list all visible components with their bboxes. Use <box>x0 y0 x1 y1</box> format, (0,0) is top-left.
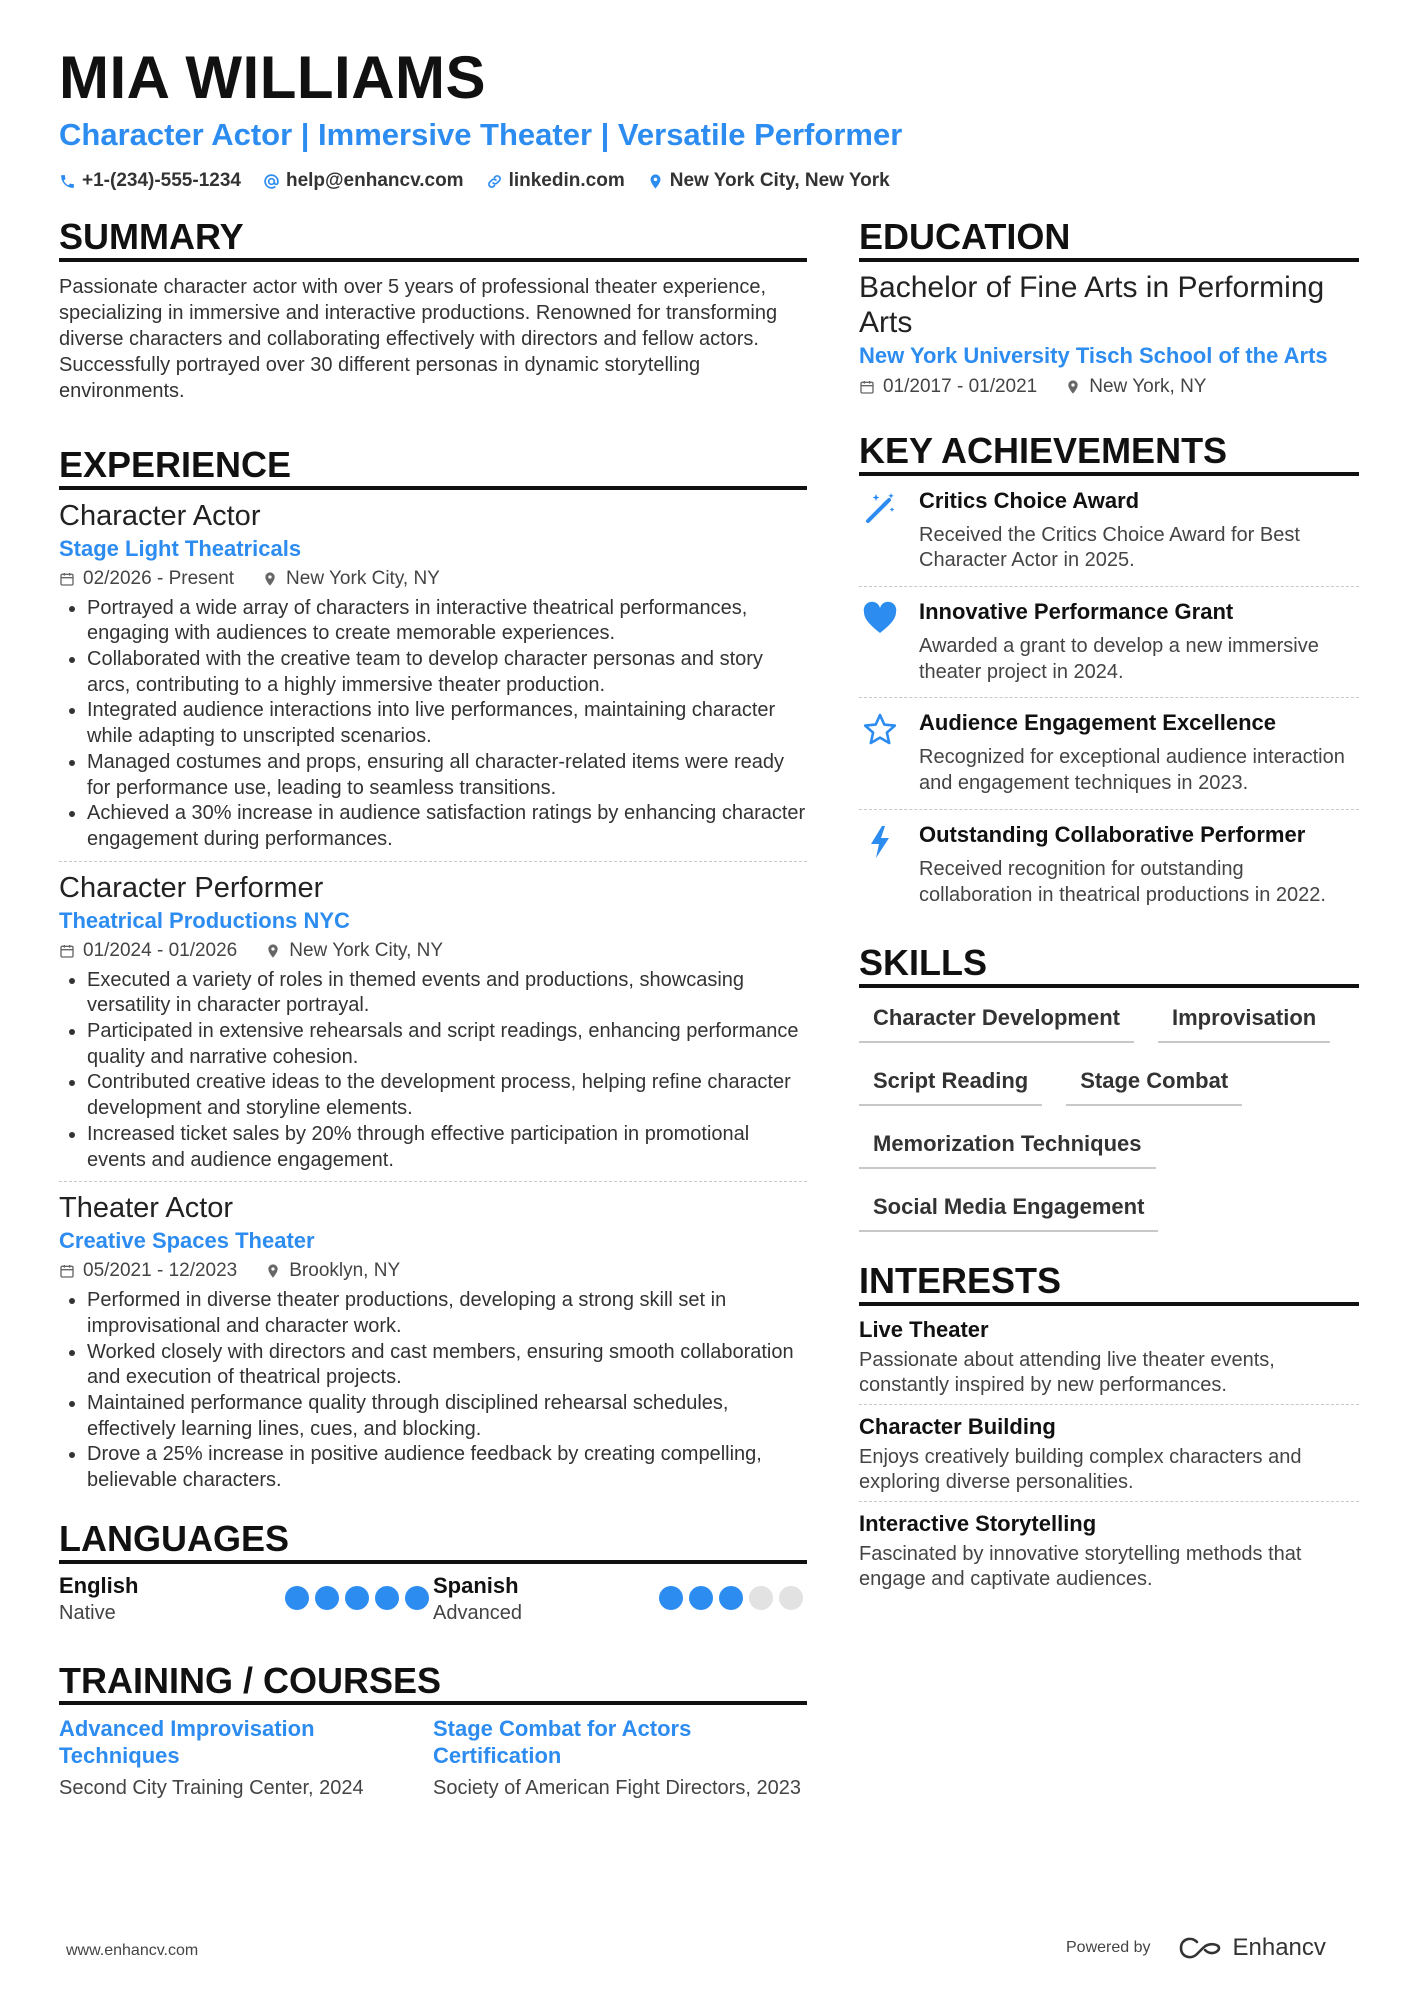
job-meta <box>59 936 807 966</box>
rating-dot-filled <box>659 1586 683 1610</box>
email-text: help@enhancv.com <box>285 170 464 191</box>
location-text: New York City, New York <box>669 170 890 191</box>
achievement-item <box>859 698 1359 809</box>
job-company: Creative Spaces Theater <box>59 1228 315 1254</box>
language-name: Spanish <box>433 1572 519 1598</box>
job-bullet: • Increased ticket sales by 20% through effective participation in promotional events and audience engagement. <box>87 1122 807 1173</box>
rating-dot-filled <box>689 1586 713 1610</box>
job-dates: 01/2024 - 01/2026 <box>83 939 238 961</box>
job-title: Theater Actor <box>59 1192 234 1225</box>
job-entry <box>59 498 807 862</box>
training-section <box>59 1659 807 1802</box>
job-entry <box>59 870 807 1183</box>
rating-dot-filled <box>719 1586 743 1610</box>
job-company: Stage Light Theatricals <box>59 535 302 561</box>
achievement-desc: Awarded a grant to develop a new immersive theater project in 2024. <box>919 635 1319 683</box>
location-pin-icon <box>647 173 664 190</box>
brand-name: Enhancv <box>1232 1934 1326 1961</box>
achievements-section <box>859 429 1359 920</box>
skill-tag: Script Reading <box>859 1059 1042 1106</box>
languages-grid <box>59 1572 807 1626</box>
job-bullet: • Participated in extensive rehearsals and script readings, enhancing performance quality and narrative cohesion. <box>87 1019 807 1070</box>
language-level: Native <box>59 1601 116 1624</box>
job-company: Theatrical Productions NYC <box>59 907 350 933</box>
language-rating <box>659 1572 803 1610</box>
language-rating <box>285 1572 429 1610</box>
enhancv-logo-icon <box>1177 1936 1223 1960</box>
achievement-title: Critics Choice Award <box>919 487 1140 513</box>
rating-dot-filled <box>345 1586 369 1610</box>
rating-dot-filled <box>285 1586 309 1610</box>
rating-dot-filled <box>315 1586 339 1610</box>
job-bullet: • Collaborated with the creative team to develop character personas and story arcs, contributing to a highly immersive theater production. <box>87 647 807 698</box>
at-icon <box>263 173 280 190</box>
star-icon <box>862 712 898 748</box>
location-pin-icon <box>265 943 281 959</box>
lightning-icon <box>862 824 898 860</box>
job-bullet: • Contributed creative ideas to the development process, helping refine character development and storyline elements. <box>87 1070 807 1121</box>
link-icon <box>486 173 503 190</box>
achievement-desc: Received the Critics Choice Award for Best Character Actor in 2025. <box>919 523 1300 572</box>
calendar-icon <box>859 379 875 395</box>
footer-website[interactable]: www.enhancv.com <box>66 1942 199 1959</box>
skill-tag: Stage Combat <box>1066 1059 1242 1106</box>
job-location: New York City, NY <box>286 567 440 589</box>
location-pin-icon <box>1065 379 1081 395</box>
education-heading: EDUCATION <box>859 218 1359 262</box>
job-bullet: • Portrayed a wide array of characters in interactive theatrical performances, engaging with audiences to create memorable experiences. <box>87 596 807 647</box>
contact-linkedin[interactable] <box>486 170 625 192</box>
achievement-item <box>859 476 1359 587</box>
candidate-name: MIA WILLIAMS <box>59 44 487 111</box>
achievement-title: Innovative Performance Grant <box>919 599 1234 624</box>
right-column <box>859 218 1359 1598</box>
achievement-title: Outstanding Collaborative Performer <box>919 821 1306 847</box>
edu-school: New York University Tisch School of the Arts <box>859 342 1328 368</box>
job-bullet: • Maintained performance quality through disciplined rehearsal schedules, effectively learning lines, cues, and blocking. <box>87 1391 807 1442</box>
edu-dates: 01/2017 - 01/2021 <box>883 375 1038 397</box>
job-title: Character Performer <box>59 871 324 904</box>
interest-desc: Fascinated by innovative storytelling methods that engage and captivate audiences. <box>859 1542 1302 1590</box>
phone-icon <box>59 173 76 190</box>
languages-section <box>59 1517 807 1626</box>
location-pin-icon <box>262 571 278 587</box>
contact-phone[interactable] <box>59 170 241 192</box>
language-item <box>433 1572 807 1626</box>
achievement-desc: Recognized for exceptional audience interaction and engagement techniques in 2023. <box>919 746 1345 795</box>
training-heading: TRAINING / COURSES <box>59 1662 807 1706</box>
rating-dot-empty <box>749 1586 773 1610</box>
job-location: New York City, NY <box>289 939 444 961</box>
job-bullet: • Managed costumes and props, ensuring all character-related items were ready for performance use, leading to seamless transitions. <box>87 750 807 801</box>
job-bullets <box>59 968 807 1174</box>
course-name: Stage Combat for Actors Certification <box>433 1716 692 1769</box>
contact-location <box>647 170 890 192</box>
job-dates: 02/2026 - Present <box>83 567 235 589</box>
achievement-desc: Received recognition for outstanding collaboration in theatrical productions in 2022. <box>919 857 1326 906</box>
phone-text: +1-(234)-555-1234 <box>82 170 241 191</box>
interest-title: Interactive Storytelling <box>859 1510 1097 1536</box>
job-bullet: • Executed a variety of roles in themed events and productions, showcasing versatility in character portrayal. <box>87 968 807 1019</box>
course-name: Advanced Improvisation Techniques <box>59 1716 315 1769</box>
rating-dot-empty <box>779 1586 803 1610</box>
job-location: Brooklyn, NY <box>289 1260 401 1282</box>
linkedin-text: linkedin.com <box>508 170 625 191</box>
job-meta <box>59 564 807 594</box>
language-name: English <box>59 1572 139 1598</box>
achievement-title: Audience Engagement Excellence <box>919 710 1277 736</box>
edu-location: New York, NY <box>1089 375 1207 397</box>
interests-heading: INTERESTS <box>859 1262 1359 1306</box>
summary-text: Passionate character actor with over 5 years of professional theater experience, specializing in immersive and interactive productions. Renowned for transforming diverse characters and collaborating effectively with directors and fellow actors. Successfully portrayed over 30 different personas in dynamic storytelling environments. <box>59 275 778 402</box>
interest-desc: Enjoys creatively building complex characters and exploring diverse personalities. <box>859 1445 1302 1493</box>
summary-heading: SUMMARY <box>59 218 807 262</box>
job-bullet: • Achieved a 30% increase in audience satisfaction ratings by enhancing character engagement during performances. <box>87 801 807 852</box>
achievement-item <box>859 587 1359 698</box>
job-bullet: • Worked closely with directors and cast members, ensuring smooth collaboration and execution of theatrical projects. <box>87 1340 807 1391</box>
job-meta <box>59 1256 807 1286</box>
achievement-item <box>859 810 1359 920</box>
calendar-icon <box>59 571 75 587</box>
job-bullet: • Drove a 25% increase in positive audience feedback by creating compelling, believable characters. <box>87 1442 807 1493</box>
heart-icon <box>862 601 898 637</box>
job-bullet: • Integrated audience interactions into live performances, maintaining character while adapting to unscripted scenarios. <box>87 698 807 749</box>
experience-section <box>59 443 807 1502</box>
brand-logo[interactable] <box>1177 1934 1326 1962</box>
interest-item <box>859 1308 1359 1405</box>
footer-branding <box>1066 1934 1326 1962</box>
skill-tag: Memorization Techniques <box>859 1122 1156 1169</box>
edu-meta <box>859 372 1359 402</box>
rating-dot-filled <box>375 1586 399 1610</box>
powered-by-text: Powered by <box>1066 1939 1151 1956</box>
job-bullet: • Performed in diverse theater productions, developing a strong skill set in improvisational and character work. <box>87 1288 807 1339</box>
interest-item <box>859 1405 1359 1502</box>
education-section <box>859 218 1359 402</box>
interests-section <box>859 1262 1359 1598</box>
magic-wand-icon <box>862 490 898 526</box>
interest-title: Live Theater <box>859 1316 989 1342</box>
job-dates: 05/2021 - 12/2023 <box>83 1260 238 1282</box>
interest-desc: Passionate about attending live theater events, constantly inspired by new performances. <box>859 1348 1275 1396</box>
job-entry <box>59 1190 807 1502</box>
interest-title: Character Building <box>859 1413 1056 1439</box>
courses-grid <box>59 1715 807 1801</box>
edu-degree: Bachelor of Fine Arts in Performing Arts <box>859 270 1325 339</box>
experience-heading: EXPERIENCE <box>59 446 807 490</box>
calendar-icon <box>59 1263 75 1279</box>
rating-dot-filled <box>405 1586 429 1610</box>
language-item <box>59 1572 433 1626</box>
job-title: Character Actor <box>59 499 261 532</box>
job-bullets <box>59 596 807 853</box>
skills-heading: SKILLS <box>859 944 1359 988</box>
course-item <box>59 1715 433 1801</box>
course-org: Second City Training Center, 2024 <box>59 1777 364 1800</box>
languages-heading: LANGUAGES <box>59 1520 807 1564</box>
interest-item <box>859 1502 1359 1598</box>
language-level: Advanced <box>433 1601 522 1624</box>
tagline: Character Actor | Immersive Theater | Versatile Performer <box>59 117 903 152</box>
skills-list <box>859 996 1359 1232</box>
job-bullets <box>59 1288 807 1494</box>
achievements-heading: KEY ACHIEVEMENTS <box>859 432 1359 476</box>
contact-bar <box>59 170 890 192</box>
skill-tag: Social Media Engagement <box>859 1185 1158 1232</box>
left-column <box>59 218 807 1801</box>
course-item <box>433 1715 807 1801</box>
calendar-icon <box>59 943 75 959</box>
course-org: Society of American Fight Directors, 2023 <box>433 1777 801 1800</box>
skill-tag: Character Development <box>859 996 1134 1043</box>
skills-section <box>859 944 1359 1232</box>
summary-section <box>59 218 807 404</box>
contact-email[interactable] <box>263 170 464 192</box>
skill-tag: Improvisation <box>1158 996 1330 1043</box>
location-pin-icon <box>265 1263 281 1279</box>
